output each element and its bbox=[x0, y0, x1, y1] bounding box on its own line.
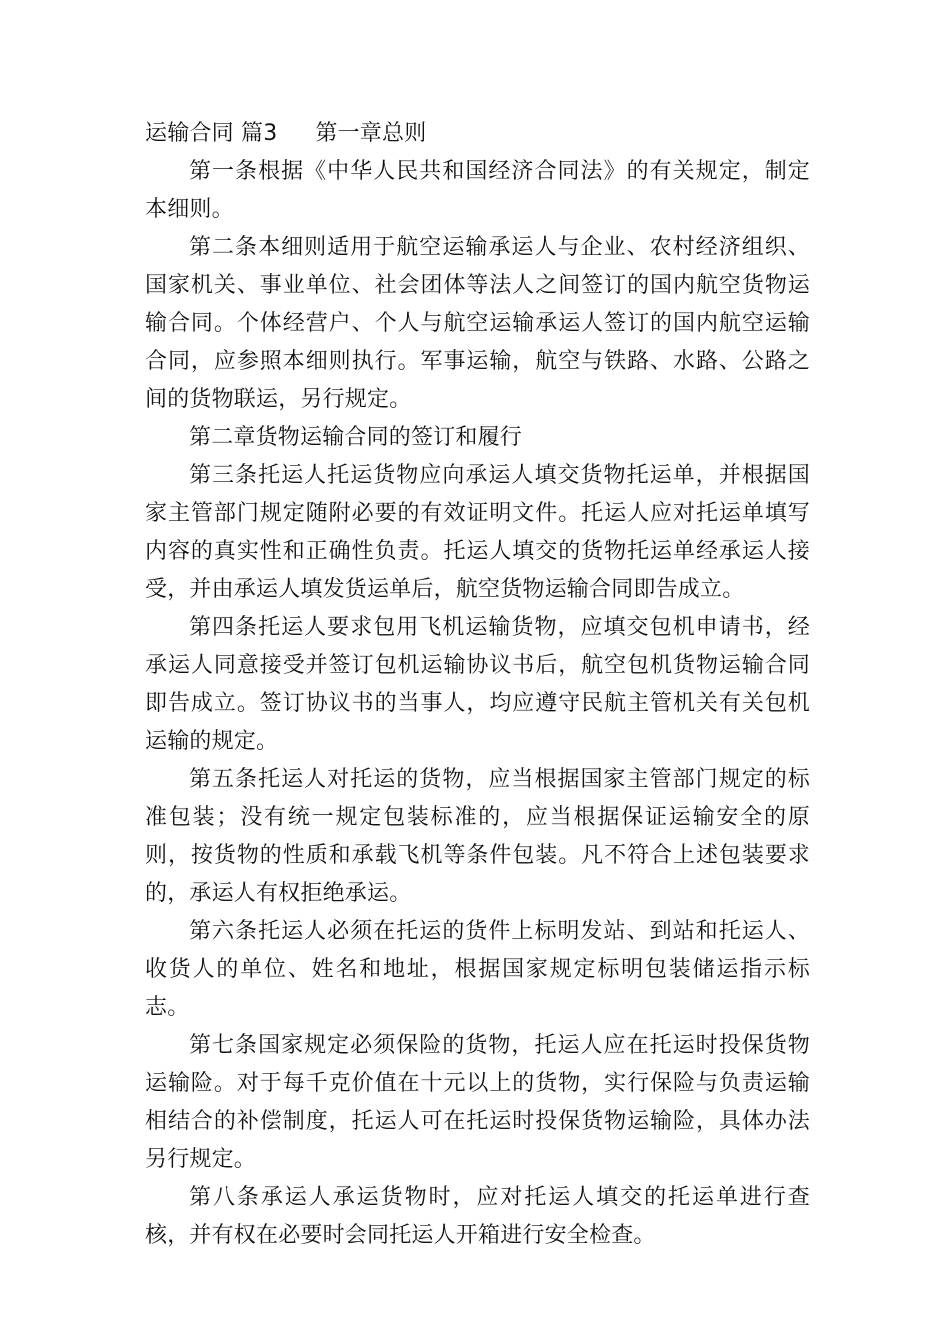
document-title: 运输合同 篇3 bbox=[145, 121, 278, 146]
article-1: 第一条根据《中华人民共和国经济合同法》的有关规定，制定本细则。 bbox=[145, 159, 810, 222]
chapter-2-heading: 第二章货物运输合同的签订和履行 bbox=[189, 425, 523, 450]
article-4: 第四条托运人要求包用飞机运输货物，应填交包机申请书，经承运人同意接受并签订包机运输协议书后，航空包机货物运输合同即告成立。签订协议书的当事人，均应遵守民航主管机关有关包机运输的规定。 bbox=[145, 615, 810, 754]
article-5: 第五条托运人对托运的货物，应当根据国家主管部门规定的标准包装；没有统一规定包装标准的，应当根据保证运输安全的原则，按货物的性质和承载飞机等条件包装。凡不符合上述包装要求的，承运人有权拒绝承运。 bbox=[145, 767, 810, 906]
article-6: 第六条托运人必须在托运的货件上标明发站、到站和托运人、收货人的单位、姓名和地址，根据国家规定标明包装储运指示标志。 bbox=[145, 919, 810, 1020]
title-line bbox=[145, 115, 810, 153]
article-2: 第二条本细则适用于航空运输承运人与企业、农村经济组织、国家机关、事业单位、社会团体等法人之间签订的国内航空货物运输合同。个体经营户、个人与航空运输承运人签订的国内航空运输合同，应参照本细则执行。军事运输，航空与铁路、水路、公路之间的货物联运，另行规定。 bbox=[145, 235, 810, 412]
article-3: 第三条托运人托运货物应向承运人填交货物托运单，并根据国家主管部门规定随附必要的有效证明文件。托运人应对托运单填写内容的真实性和正确性负责。托运人填交的货物托运单经承运人接受，并由承运人填发货运单后，航空货物运输合同即告成立。 bbox=[145, 463, 810, 602]
article-7: 第七条国家规定必须保险的货物，托运人应在托运时投保货物运输险。对于每千克价值在十元以上的货物，实行保险与负责运输相结合的补偿制度，托运人可在托运时投保货物运输险，具体办法另行规定。 bbox=[145, 1033, 810, 1172]
article-8: 第八条承运人承运货物时，应对托运人填交的托运单进行查核，并有权在必要时会同托运人开箱进行安全检查。 bbox=[145, 1185, 810, 1248]
document-body bbox=[145, 115, 810, 1255]
chapter-heading: 第一章总则 bbox=[315, 121, 427, 146]
